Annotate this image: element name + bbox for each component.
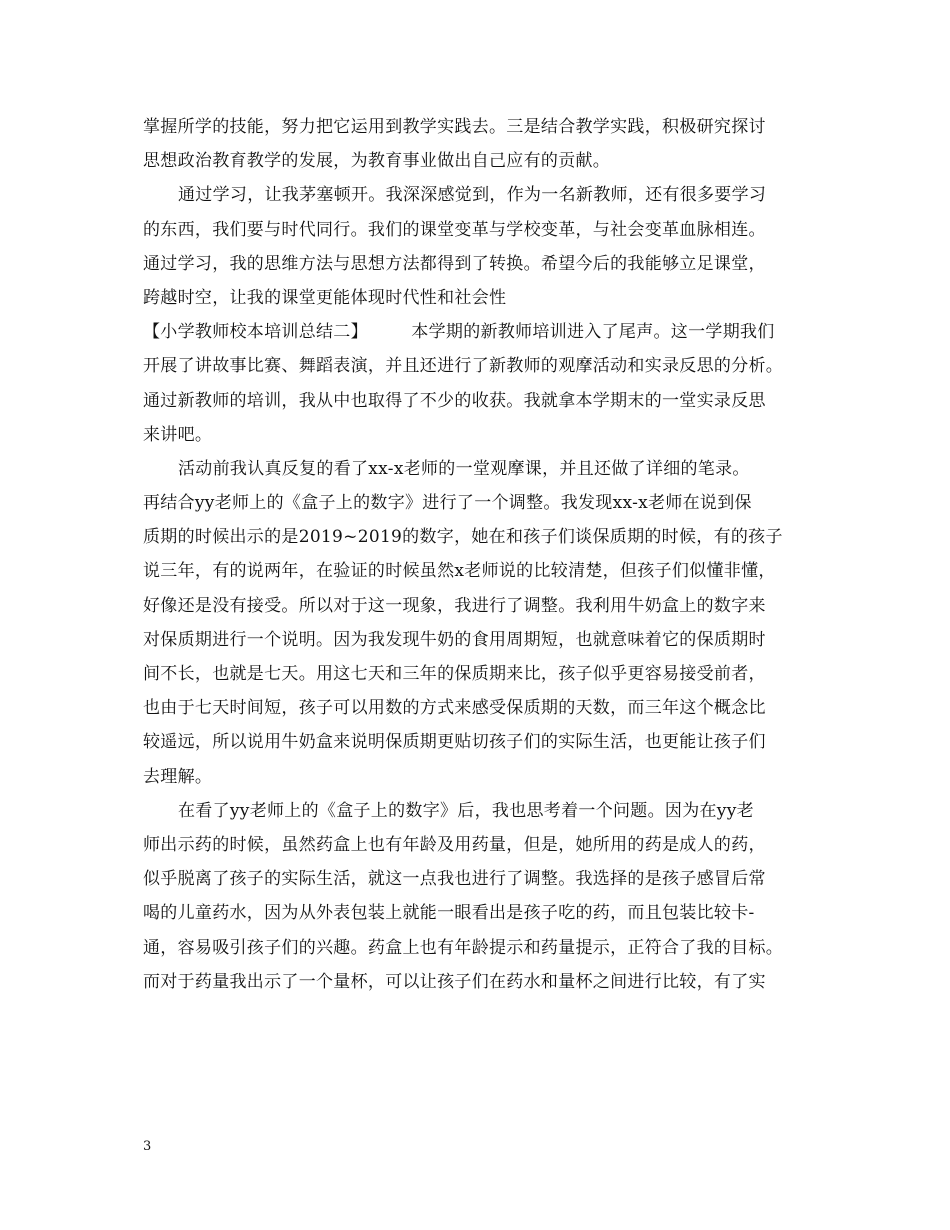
text-line: 似乎脱离了孩子的实际生活，就这一点我也进行了调整。我选择的是孩子感冒后常 bbox=[143, 869, 766, 890]
text-line: 较遥远，所以说用牛奶盒来说明保质期更贴切孩子们的实际生活，也更能让孩子们 bbox=[143, 732, 766, 753]
text-line: 去理解。 bbox=[143, 766, 213, 787]
text-line: 对保质期进行一个说明。因为我发现牛奶的食用周期短，也就意味着它的保质期时 bbox=[143, 629, 766, 650]
text-line: 质期的时候出示的是2019~2019的数字，她在和孩子们谈保质期的时候，有的孩子 bbox=[143, 527, 783, 548]
text-line: 好像还是没有接受。所以对于这一现象，我进行了调整。我利用牛奶盒上的数字来 bbox=[143, 595, 766, 616]
text-line: 通过学习，我的思维方法与思想方法都得到了转换。希望今后的我能够立足课堂， bbox=[143, 253, 766, 274]
page-number: 3 bbox=[143, 1139, 152, 1154]
body-text bbox=[143, 117, 823, 1006]
text-line: 开展了讲故事比赛、舞蹈表演，并且还进行了新教师的观摩活动和实录反思的分析。 bbox=[143, 356, 784, 377]
text-line: 活动前我认真反复的看了xx-x老师的一堂观摩课，并且还做了详细的笔录。 bbox=[178, 458, 750, 479]
text-line: 师出示药的时候，虽然药盒上也有年龄及用药量，但是，她所用的药是成人的药， bbox=[143, 834, 766, 855]
text-line: 也由于七天时间短，孩子可以用数的方式来感受保质期的天数，而三年这个概念比 bbox=[143, 698, 766, 719]
text-line: 来讲吧。 bbox=[143, 424, 213, 445]
text-line: 说三年，有的说两年，在验证的时候虽然x老师说的比较清楚，但孩子们似懂非懂， bbox=[143, 561, 776, 582]
text-line: 思想政治教育教学的发展，为教育事业做出自己应有的贡献。 bbox=[143, 151, 611, 172]
text-line: 喝的儿童药水，因为从外表包装上就能一眼看出是孩子吃的药，而且包装比较卡- bbox=[143, 903, 755, 924]
text-line: 通，容易吸引孩子们的兴趣。药盒上也有年龄提示和药量提示，正符合了我的目标。 bbox=[143, 937, 784, 958]
text-line: 在看了yy老师上的《盒子上的数字》后，我也思考着一个问题。因为在yy老 bbox=[178, 800, 754, 821]
text-line: 间不长，也就是七天。用这七天和三年的保质期来比，孩子似乎更容易接受前者， bbox=[143, 664, 766, 684]
text-line: 跨越时空，让我的课堂更能体现时代性和社会性 bbox=[143, 287, 507, 308]
text-line: 通过学习，让我茅塞顿开。我深深感觉到，作为一名新教师，还有很多要学习 bbox=[178, 185, 767, 206]
text-line: 通过新教师的培训，我从中也取得了不少的收获。我就拿本学期末的一堂实录反思 bbox=[143, 390, 766, 411]
section-heading-line: 【小学教师校本培训总结二】 本学期的新教师培训进入了尾声。这一学期我们 bbox=[143, 322, 775, 343]
text-line: 再结合yy老师上的《盒子上的数字》进行了一个调整。我发现xx-x老师在说到保 bbox=[143, 493, 752, 514]
text-line: 的东西，我们要与时代同行。我们的课堂变革与学校变革，与社会变革血脉相连。 bbox=[143, 219, 766, 240]
text-line: 而对于药量我出示了一个量杯，可以让孩子们在药水和量杯之间进行比较，有了实 bbox=[143, 971, 766, 992]
text-line: 掌握所学的技能，努力把它运用到教学实践去。三是结合教学实践，积极研究探讨 bbox=[143, 117, 766, 137]
